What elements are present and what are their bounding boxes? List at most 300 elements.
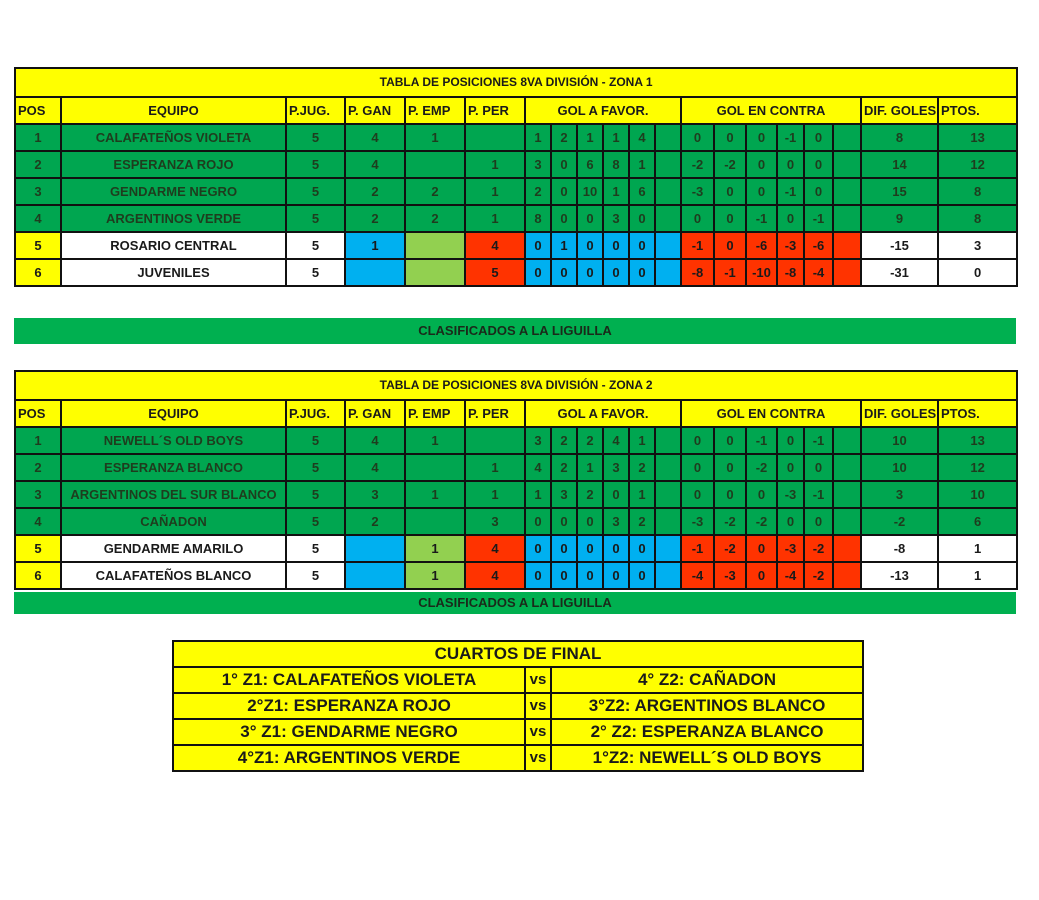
table-row [15,232,1017,259]
cell-goal-diff: -31 [861,259,938,286]
cell-pj: 5 [286,535,345,562]
cell-goals-against: -1 [804,205,833,232]
cell-team: JUVENILES [61,259,286,286]
cell-goals-against: -2 [714,535,746,562]
cell-goals-against: -4 [804,259,833,286]
qualified-banner-zona-2: CLASIFICADOS A LA LIGUILLA [14,592,1016,614]
cell-pg [345,535,405,562]
cell-pe: 1 [405,124,465,151]
header-row [15,400,1017,427]
cell-goals-against [833,481,861,508]
cell-goals-against [833,178,861,205]
table-row [15,454,1017,481]
cell-pj: 5 [286,454,345,481]
cell-pe: 1 [405,427,465,454]
cell-goals-against: -10 [746,259,777,286]
cell-pp: 3 [465,508,525,535]
cell-pe: 2 [405,205,465,232]
cell-pg: 4 [345,124,405,151]
cell-goals-for [655,535,681,562]
cell-goals-for: 2 [629,454,655,481]
cell-team: CALAFATEÑOS VIOLETA [61,124,286,151]
cell-goals-against: -1 [714,259,746,286]
cell-team: NEWELL´S OLD BOYS [61,427,286,454]
cell-goals-for: 0 [551,562,577,589]
cell-pos: 6 [15,259,61,286]
match-home: 2°Z1: ESPERANZA ROJO [173,693,525,719]
col-header-pj: P.JUG. [286,97,345,124]
cell-team: ESPERANZA ROJO [61,151,286,178]
cell-pg: 2 [345,205,405,232]
cell-goals-against: -1 [804,481,833,508]
cell-points: 6 [938,508,1017,535]
cell-pp: 1 [465,178,525,205]
cell-goals-for: 0 [629,562,655,589]
cell-team: ARGENTINOS DEL SUR BLANCO [61,481,286,508]
cell-goals-for [655,508,681,535]
cell-points: 8 [938,205,1017,232]
cell-goal-diff: 15 [861,178,938,205]
col-header-pg: P. GAN [345,400,405,427]
standings-table-zona-1 [14,67,1018,287]
table-title: TABLA DE POSICIONES 8VA DIVISIÓN - ZONA 2 [15,371,1017,400]
cell-points: 12 [938,454,1017,481]
match-vs: vs [525,719,551,745]
cell-goals-against: -3 [681,508,714,535]
cell-goals-against: -1 [746,205,777,232]
cell-goals-for: 3 [525,427,551,454]
cell-goals-against: -3 [777,535,804,562]
cell-pos: 5 [15,232,61,259]
col-header-gc: GOL EN CONTRA [681,400,861,427]
cell-goals-for: 1 [629,481,655,508]
cell-goals-against [833,427,861,454]
cell-goals-against: -6 [746,232,777,259]
cell-goals-against: -4 [681,562,714,589]
cell-goals-for [655,151,681,178]
cell-pp: 1 [465,205,525,232]
cell-goals-for: 0 [525,508,551,535]
match-vs: vs [525,667,551,693]
col-header-equipo: EQUIPO [61,400,286,427]
cell-pe [405,259,465,286]
col-header-pts: PTOS. [938,400,1017,427]
table-row [15,178,1017,205]
cell-goal-diff: 10 [861,427,938,454]
match-home: 1° Z1: CALAFATEÑOS VIOLETA [173,667,525,693]
cell-pj: 5 [286,205,345,232]
cell-goals-against: 0 [804,178,833,205]
cell-points: 12 [938,151,1017,178]
match-home: 4°Z1: ARGENTINOS VERDE [173,745,525,771]
cell-goals-against: 0 [746,481,777,508]
cell-goals-against: -8 [777,259,804,286]
cell-goals-for: 0 [525,562,551,589]
cell-pj: 5 [286,151,345,178]
cell-goals-for: 1 [629,427,655,454]
cell-goal-diff: 8 [861,124,938,151]
cell-goals-against [833,205,861,232]
cell-pp: 4 [465,562,525,589]
cell-goals-against: -3 [681,178,714,205]
cell-goals-for: 0 [577,232,603,259]
cell-goals-for: 0 [629,535,655,562]
cell-goals-for: 0 [629,232,655,259]
col-header-pos: POS [15,400,61,427]
cell-goal-diff: -2 [861,508,938,535]
cell-pos: 2 [15,454,61,481]
cell-goals-for: 0 [551,151,577,178]
cell-goals-against: -8 [681,259,714,286]
cell-points: 8 [938,178,1017,205]
cell-pj: 5 [286,427,345,454]
cell-goal-diff: 3 [861,481,938,508]
cell-goals-for: 1 [603,124,629,151]
cell-pg: 1 [345,232,405,259]
col-header-pp: P. PER [465,97,525,124]
cell-goals-against: 0 [804,454,833,481]
cell-goals-for: 0 [525,535,551,562]
cell-points: 1 [938,535,1017,562]
cell-goals-for [655,427,681,454]
cell-points: 13 [938,427,1017,454]
cell-goal-diff: 10 [861,454,938,481]
cell-goals-for: 0 [525,232,551,259]
cell-pe: 1 [405,481,465,508]
cell-goals-for: 0 [525,259,551,286]
cell-goals-for [655,259,681,286]
cell-goals-for [655,562,681,589]
cell-pp: 1 [465,454,525,481]
cell-goals-against [833,508,861,535]
cell-goals-for: 0 [551,259,577,286]
cell-goals-against [833,562,861,589]
cell-goals-for: 1 [603,178,629,205]
cell-goal-diff: 14 [861,151,938,178]
quarterfinals-table [172,640,864,772]
col-header-gc: GOL EN CONTRA [681,97,861,124]
cell-goals-for: 2 [525,178,551,205]
cell-goals-against: 0 [714,427,746,454]
cell-goals-against: -1 [681,535,714,562]
cell-pg: 2 [345,178,405,205]
cell-goals-against: 0 [804,508,833,535]
match-row [173,745,863,771]
cell-goals-against: -2 [714,151,746,178]
cell-pj: 5 [286,178,345,205]
cell-goals-for: 2 [551,427,577,454]
cell-goals-for: 2 [551,454,577,481]
cell-goals-against: 0 [777,427,804,454]
cell-points: 10 [938,481,1017,508]
match-vs: vs [525,693,551,719]
cell-goals-for: 0 [551,535,577,562]
cell-goals-for: 0 [577,205,603,232]
col-header-pj: P.JUG. [286,400,345,427]
cell-goal-diff: -15 [861,232,938,259]
cell-pos: 3 [15,178,61,205]
table-row [15,535,1017,562]
cell-points: 0 [938,259,1017,286]
cell-goals-for: 2 [551,124,577,151]
cell-goals-against: 0 [746,124,777,151]
cell-goals-for [655,454,681,481]
cell-pg [345,259,405,286]
cell-goals-for: 0 [629,205,655,232]
cell-pp [465,427,525,454]
cell-goals-for: 0 [603,535,629,562]
cell-goals-against: 0 [714,178,746,205]
cell-pj: 5 [286,124,345,151]
cell-points: 13 [938,124,1017,151]
cell-goals-for: 6 [577,151,603,178]
cell-goals-against: 0 [714,205,746,232]
cell-pp: 5 [465,259,525,286]
match-home: 3° Z1: GENDARME NEGRO [173,719,525,745]
cell-team: GENDARME NEGRO [61,178,286,205]
table-row [15,508,1017,535]
table-row [15,151,1017,178]
cell-pos: 5 [15,535,61,562]
match-away: 2° Z2: ESPERANZA BLANCO [551,719,863,745]
cell-goals-against: 0 [681,205,714,232]
match-row [173,667,863,693]
col-header-pe: P. EMP [405,400,465,427]
match-row [173,693,863,719]
cell-pp: 4 [465,535,525,562]
cell-goals-for: 3 [551,481,577,508]
cell-pe [405,454,465,481]
col-header-pg: P. GAN [345,97,405,124]
col-header-dif: DIF. GOLES [861,400,938,427]
cell-goals-against: -2 [746,454,777,481]
cell-pp [465,124,525,151]
cell-pg: 3 [345,481,405,508]
col-header-pp: P. PER [465,400,525,427]
cell-goals-against: 0 [714,454,746,481]
cell-goals-against: 0 [746,562,777,589]
cell-team: ARGENTINOS VERDE [61,205,286,232]
cell-pj: 5 [286,508,345,535]
cell-goals-for: 2 [629,508,655,535]
cell-goals-for: 1 [551,232,577,259]
cell-goals-for: 0 [551,205,577,232]
cell-pe [405,151,465,178]
cell-goals-for: 0 [629,259,655,286]
cell-points: 3 [938,232,1017,259]
cell-team: CAÑADON [61,508,286,535]
cell-goals-against: -3 [777,481,804,508]
cell-goals-for: 2 [577,481,603,508]
col-header-dif: DIF. GOLES [861,97,938,124]
col-header-pe: P. EMP [405,97,465,124]
cell-pg: 2 [345,508,405,535]
cell-goals-for: 3 [603,205,629,232]
cell-team: CALAFATEÑOS BLANCO [61,562,286,589]
cell-goals-against: -2 [804,562,833,589]
cell-goals-for [655,205,681,232]
header-row [15,97,1017,124]
match-away: 1°Z2: NEWELL´S OLD BOYS [551,745,863,771]
cell-goals-for: 1 [525,124,551,151]
table-row [15,259,1017,286]
cell-goal-diff: -8 [861,535,938,562]
cell-goals-for: 0 [577,535,603,562]
cell-goals-against: -6 [804,232,833,259]
cell-goals-for: 6 [629,178,655,205]
cell-goals-against: -1 [681,232,714,259]
cell-goals-for: 1 [577,454,603,481]
cell-goals-for: 4 [525,454,551,481]
col-header-pos: POS [15,97,61,124]
table-row [15,205,1017,232]
cell-pe: 1 [405,562,465,589]
cell-goals-against [833,535,861,562]
cell-goals-against: -3 [714,562,746,589]
table-row [15,562,1017,589]
cell-goals-against: 0 [681,124,714,151]
cell-goals-against: 0 [681,481,714,508]
standings-body [15,427,1017,589]
cell-goals-against: -2 [714,508,746,535]
cell-goals-against: -2 [681,151,714,178]
quarterfinals-title: CUARTOS DE FINAL [173,641,863,667]
cell-goals-against: 0 [681,427,714,454]
cell-goals-against: -1 [746,427,777,454]
cell-goals-against [833,454,861,481]
cell-pe: 1 [405,535,465,562]
cell-goals-against [833,124,861,151]
cell-pos: 1 [15,124,61,151]
cell-goals-for: 2 [577,427,603,454]
cell-goals-against: -1 [777,178,804,205]
cell-goals-against [833,232,861,259]
cell-goals-for [655,124,681,151]
qualified-banner-zona-1: CLASIFICADOS A LA LIGUILLA [14,318,1016,344]
cell-goals-against: 0 [804,151,833,178]
cell-pg: 4 [345,151,405,178]
cell-pp: 4 [465,232,525,259]
table-title: TABLA DE POSICIONES 8VA DIVISIÓN - ZONA 1 [15,68,1017,97]
cell-goals-against: 0 [746,151,777,178]
col-header-pts: PTOS. [938,97,1017,124]
cell-pp: 1 [465,151,525,178]
cell-goals-against: 0 [746,178,777,205]
cell-pos: 4 [15,508,61,535]
match-vs: vs [525,745,551,771]
col-header-gf: GOL A FAVOR. [525,400,681,427]
cell-goals-for: 0 [603,481,629,508]
cell-goals-for: 1 [629,151,655,178]
cell-pos: 1 [15,427,61,454]
cell-pe [405,508,465,535]
cell-goals-for: 10 [577,178,603,205]
cell-goals-against: 0 [777,205,804,232]
cell-pp: 1 [465,481,525,508]
match-away: 3°Z2: ARGENTINOS BLANCO [551,693,863,719]
table-row [15,427,1017,454]
match-away: 4° Z2: CAÑADON [551,667,863,693]
cell-goals-against: 0 [714,232,746,259]
standings-body [15,124,1017,286]
cell-goals-for: 0 [603,259,629,286]
cell-goal-diff: -13 [861,562,938,589]
cell-goals-against: 0 [777,454,804,481]
standings-table-zona-2 [14,370,1018,590]
table-row [15,481,1017,508]
cell-goals-for: 0 [551,508,577,535]
cell-pj: 5 [286,259,345,286]
cell-pos: 2 [15,151,61,178]
cell-pos: 6 [15,562,61,589]
cell-goals-against: 0 [714,481,746,508]
cell-goals-for: 3 [525,151,551,178]
table-row [15,124,1017,151]
cell-pos: 4 [15,205,61,232]
cell-goals-for: 0 [603,562,629,589]
cell-pj: 5 [286,562,345,589]
cell-goals-against: 0 [714,124,746,151]
cell-goals-for: 1 [525,481,551,508]
cell-team: ESPERANZA BLANCO [61,454,286,481]
cell-goals-for: 8 [603,151,629,178]
col-header-gf: GOL A FAVOR. [525,97,681,124]
cell-pos: 3 [15,481,61,508]
cell-pj: 5 [286,481,345,508]
cell-goals-for: 0 [577,508,603,535]
cell-points: 1 [938,562,1017,589]
cell-goals-for: 4 [603,427,629,454]
cell-goals-against: -4 [777,562,804,589]
cell-goals-for: 3 [603,454,629,481]
cell-pg: 4 [345,454,405,481]
cell-goals-against: -2 [804,535,833,562]
cell-team: ROSARIO CENTRAL [61,232,286,259]
cell-goals-against: 0 [777,508,804,535]
cell-goals-for: 3 [603,508,629,535]
cell-goals-for: 0 [551,178,577,205]
cell-goals-against: -1 [804,427,833,454]
cell-pe [405,232,465,259]
cell-goals-against: 0 [804,124,833,151]
cell-pg [345,562,405,589]
cell-goals-against: -1 [777,124,804,151]
cell-goals-against: 0 [746,535,777,562]
match-row [173,719,863,745]
col-header-equipo: EQUIPO [61,97,286,124]
cell-goals-for [655,232,681,259]
cell-goals-for: 4 [629,124,655,151]
cell-pe: 2 [405,178,465,205]
cell-goals-against [833,259,861,286]
cell-goals-for [655,178,681,205]
cell-goals-for: 1 [577,124,603,151]
cell-goals-against [833,151,861,178]
cell-goal-diff: 9 [861,205,938,232]
cell-goals-for: 0 [603,232,629,259]
cell-pj: 5 [286,232,345,259]
cell-goals-against: 0 [777,151,804,178]
cell-goals-against: 0 [681,454,714,481]
cell-goals-for: 0 [577,259,603,286]
cell-pg: 4 [345,427,405,454]
cell-goals-against: -3 [777,232,804,259]
cell-goals-for: 8 [525,205,551,232]
cell-team: GENDARME AMARILO [61,535,286,562]
cell-goals-against: -2 [746,508,777,535]
cell-goals-for [655,481,681,508]
cell-goals-for: 0 [577,562,603,589]
